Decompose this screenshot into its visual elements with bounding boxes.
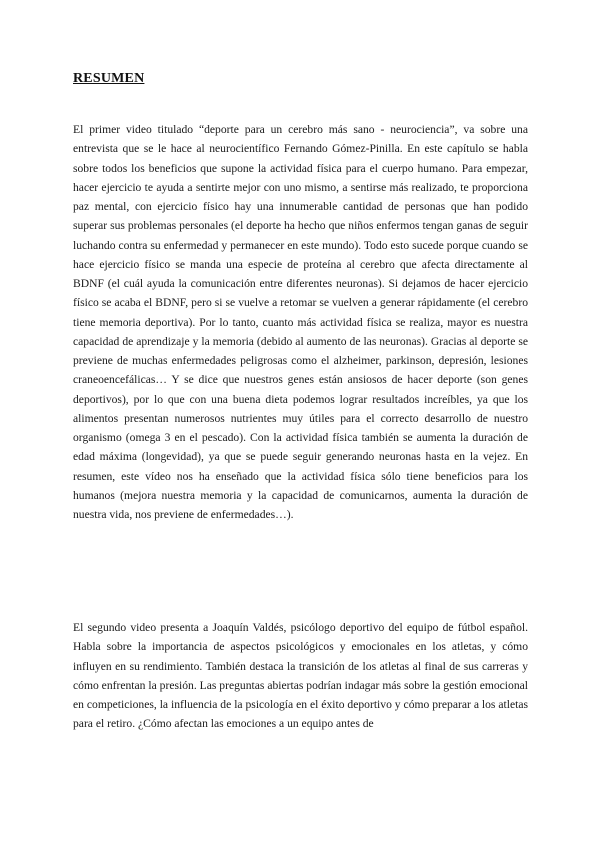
paragraph-second-video: El segundo video presenta a Joaquín Valdés, psicólogo deportivo del equipo de fútbol español. Habla sobre la importancia de aspectos psicológicos y emocionales en los atletas, y cómo influyen en su rendimiento. También destaca la transición de los atletas al final de sus carreras y cómo enfrentan la presión. Las preguntas abiertas podrían indagar más sobre la gestión emocional en competiciones, la influencia de la psicología en el éxito deportivo y cómo preparar a los atletas para el retiro. ¿Cómo afectan las emociones a un equipo antes de [73, 621, 528, 731]
paragraph-first-video: El primer video titulado “deporte para un cerebro más sano - neurociencia”, va sobre una entrevista que se le hace al neurocientífico Fernando Gómez-Pinilla. En este capítulo se habla sobre todos los beneficios que supone la actividad física para el cuerpo humano. Para empezar, hacer ejercicio te ayuda a sentirte mejor con uno mismo, a sentirse más realizado, te proporciona paz mental, con ejercicio físico hay una innumerable cantidad de personas que han podido superar sus problemas personales (el deporte ha hecho que niños enfermos tengan ganas de seguir luchando contra su enfermedad y permanecer en este mundo). Todo esto sucede porque cuando se hace ejercicio físico se manda una especie de proteína al cerebro que afecta directamente al BDNF (el cuál ayuda la comunicación entre diferentes neuronas). Si dejamos de hacer ejercicio físico se acaba el BDNF, pero si se vuelve a retomar se vuelven a generar rápidamente (el cerebro tiene memoria deportiva). Por lo tanto, cuanto más actividad física se realiza, mayor es nuestra capacidad de aprendizaje y la memoria (debido al aumento de las neuronas). Gracias al deporte se previene de muchas enfermedades peligrosas como el alzheimer, parkinson, depresión, lesiones craneoencefálicas… Y se dice que nuestros genes están ansiosos de hacer deporte (son genes deportivos), por lo que con una buena dieta podemos lograr resultados increíbles, ya que los alimentos presentan numerosos nutrientes muy útiles para el correcto desarrollo de nuestro organismo (omega 3 en el pescado). Con la actividad física también se aumenta la duración de edad máxima (longevidad), ya que se puede seguir generando neuronas hasta en la vejez. En resumen, este vídeo nos ha enseñado que la actividad física sólo tiene beneficios para los humanos (mejora nuestra memoria y la capacidad de comunicarnos, aumenta la duración de nuestra vida, nos previene de enfermedades…). [73, 123, 528, 521]
document-heading: RESUMEN [73, 71, 145, 86]
